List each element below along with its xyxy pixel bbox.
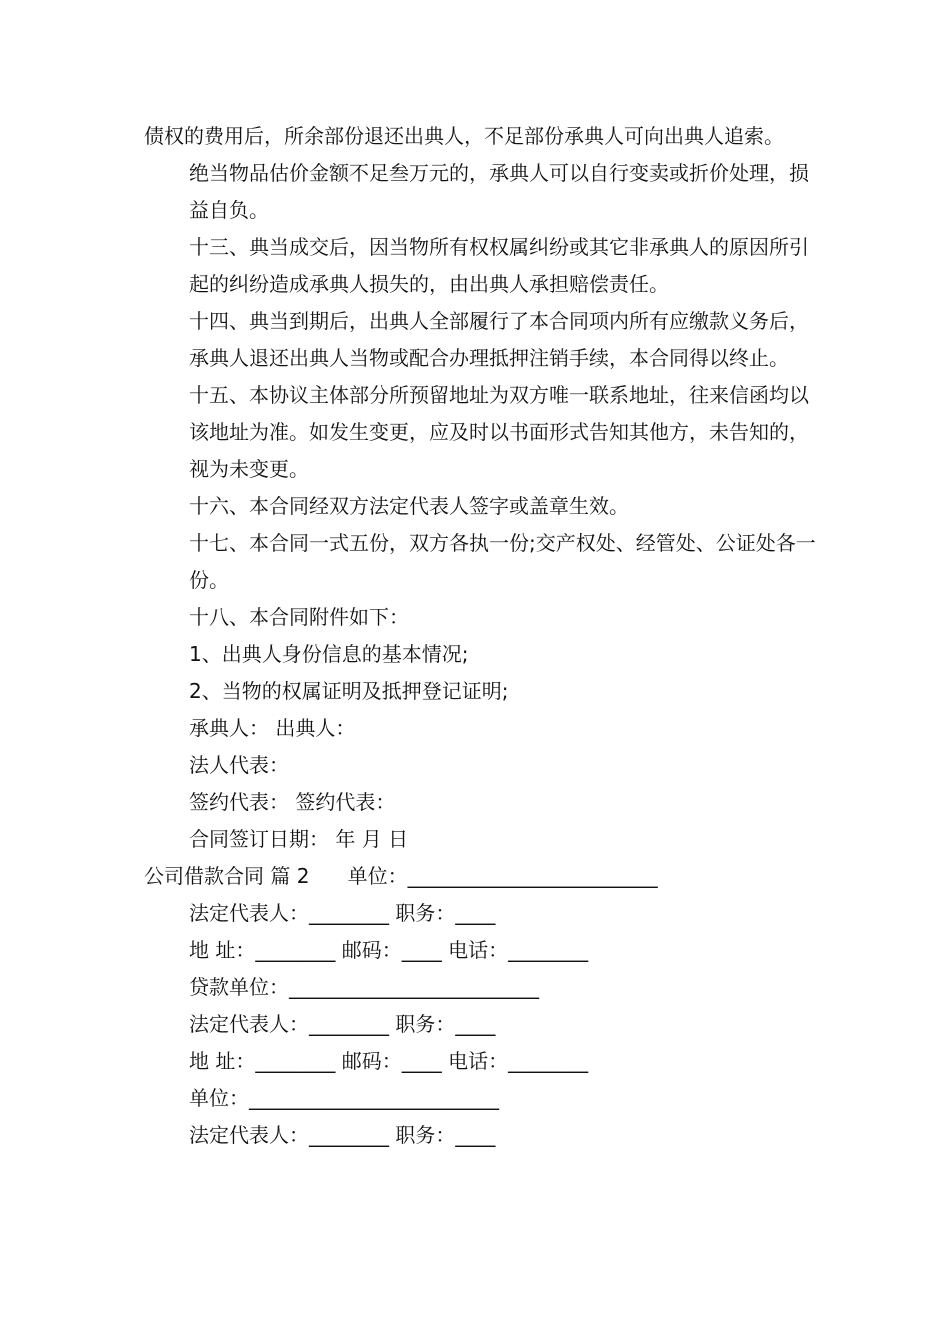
clause-17: 十七、本合同一式五份，双方各执一份;交产权处、经管处、公证处各一份。 [189,531,816,592]
form-line-unit: 单位：_________________________ [189,1086,499,1110]
clause-16: 十六、本合同经双方法定代表人签字或盖章生效。 [189,494,629,518]
form-line-lender-unit: 贷款单位：_________________________ [189,975,539,999]
form-line-legal-rep-1: 法定代表人：________ 职务：____ [189,901,496,925]
form-line-legal-rep-3: 法定代表人：________ 职务：____ [189,1123,496,1147]
signature-parties: 承典人： 出典人： [189,716,356,740]
paragraph-forfeit-under-30k: 绝当物品估价金额不足叁万元的，承典人可以自行变卖或折价处理，损益自负。 [189,161,809,222]
clause-13: 十三、典当成交后，因当物所有权权属纠纷或其它非承典人的原因所引起的纠纷造成承典人损失的，由出典人承担赔偿责任。 [189,235,809,296]
form-line-address-2: 地 址：________ 邮码：____ 电话：________ [189,1049,589,1073]
clause-15: 十五、本协议主体部分所预留地址为双方唯一联系地址，往来信函均以该地址为准。如发生变更，应及时以书面形式告知其他方，未告知的，视为未变更。 [189,383,809,481]
clause-18: 十八、本合同附件如下： [189,605,409,629]
clause-14: 十四、典当到期后，出典人全部履行了本合同项内所有应缴款义务后，承典人退还出典人当物或配合办理抵押注销手续，本合同得以终止。 [189,309,809,370]
document-body [144,118,820,1154]
paragraph-debt-remainder: 债权的费用后，所余部份退还出典人，不足部份承典人可向出典人追索。 [144,124,784,148]
attachment-item-2: 2、当物的权属证明及抵押登记证明; [189,679,509,703]
contract-2-heading: 公司借款合同 篇 2 单位：_________________________ [144,864,658,888]
form-line-address-1: 地 址：________ 邮码：____ 电话：________ [189,938,589,962]
signature-date: 合同签订日期： 年 月 日 [189,827,409,851]
signature-signing-reps: 签约代表： 签约代表： [189,790,396,814]
attachment-item-1: 1、出典人身份信息的基本情况; [189,642,469,666]
form-line-legal-rep-2: 法定代表人：________ 职务：____ [189,1012,496,1036]
signature-legal-rep: 法人代表： [189,753,289,777]
